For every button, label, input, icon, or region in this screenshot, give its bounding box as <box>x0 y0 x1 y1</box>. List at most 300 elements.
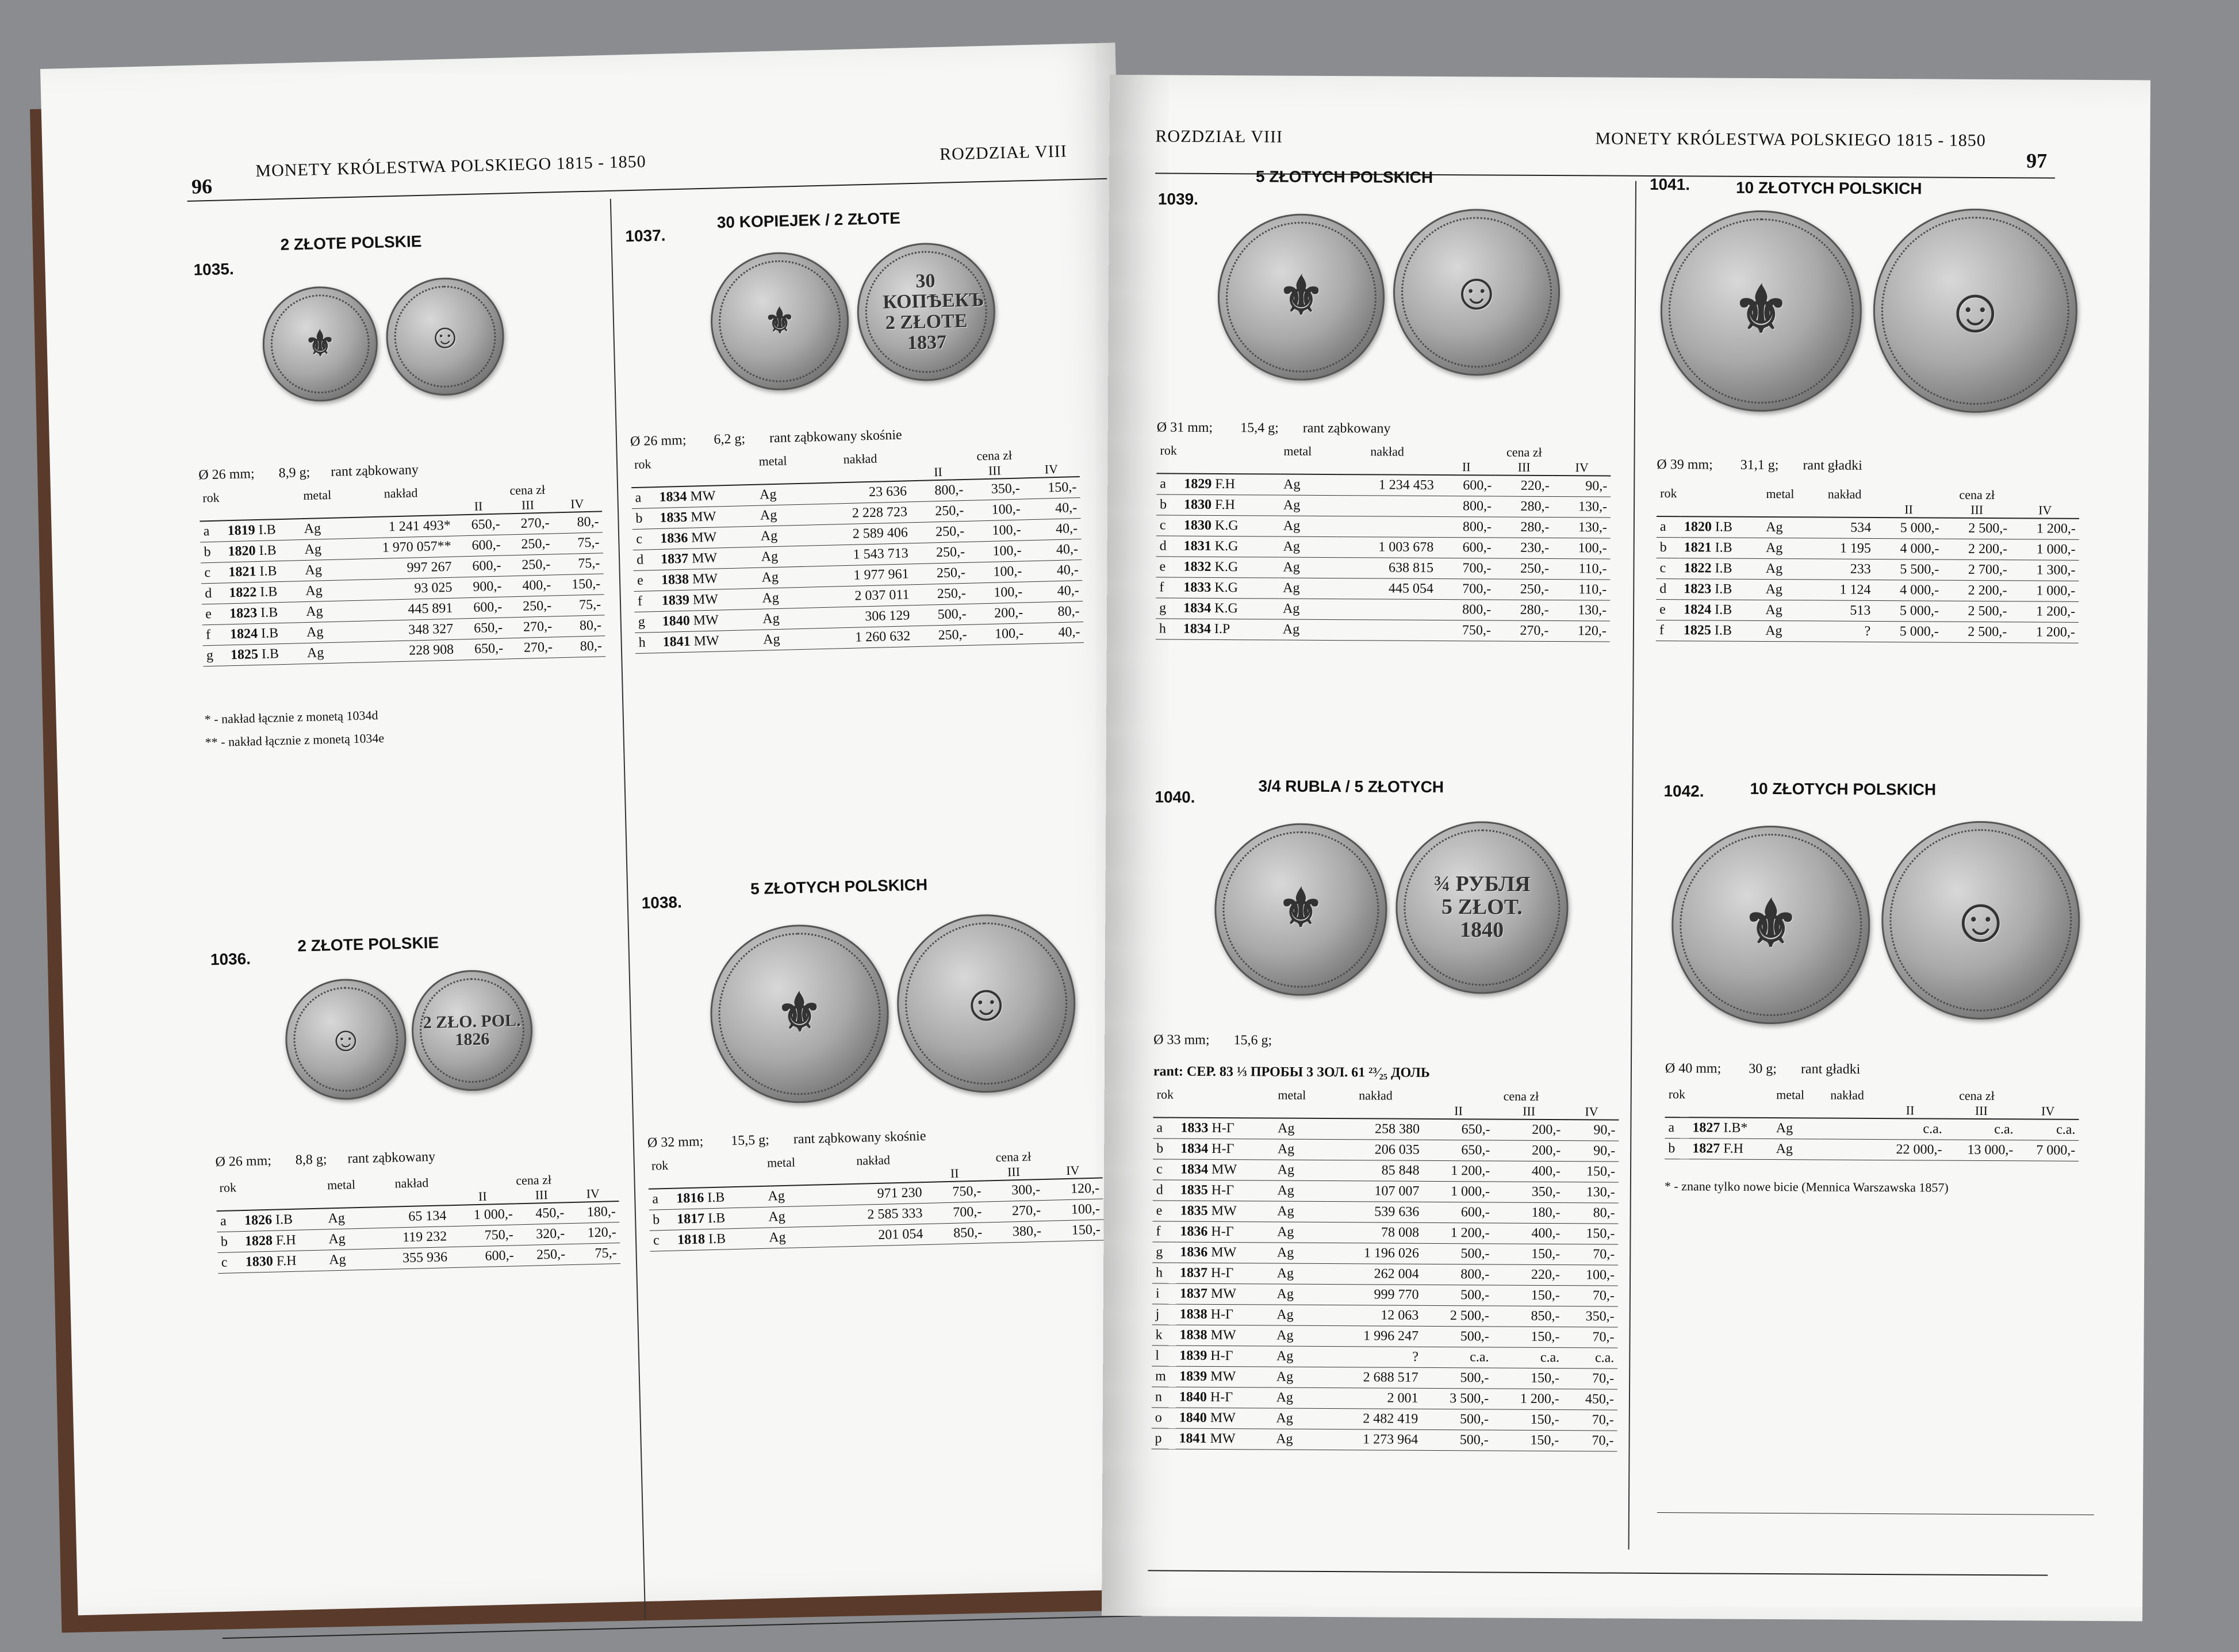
col-metal: metal <box>1776 1087 1805 1102</box>
year-mint: 1821 I.B <box>1681 538 1762 559</box>
variant-letter: a <box>1665 1117 1689 1139</box>
year-mint: 1833 Н-Г <box>1177 1118 1274 1139</box>
price-grade-4: 110,- <box>1552 559 1611 580</box>
year-mint: 1829 F.H <box>1180 474 1280 495</box>
table-row <box>1656 620 2079 643</box>
table-row <box>1156 495 1611 518</box>
price-grade-4: 1 200,- <box>2011 518 2079 539</box>
col-rok: rok <box>1160 443 1177 458</box>
metal: Ag <box>1773 1118 1820 1139</box>
price-grade-3: c.a. <box>1946 1119 2017 1140</box>
mintage: ? <box>1814 621 1874 642</box>
year-mint: 1831 K.G <box>1180 536 1280 557</box>
year-mint: 1838 Н-Г <box>1176 1304 1274 1325</box>
year-mint: 1839 Н-Г <box>1176 1346 1273 1367</box>
price-grade-3: 270,- <box>506 616 556 638</box>
mintage: 201 054 <box>823 1224 927 1247</box>
metal: Ag <box>758 566 814 588</box>
footnote: * - nakład łącznie z monetą 1034d <box>204 707 378 727</box>
col-cena: cena zł <box>516 1172 552 1188</box>
mintage: 78 008 <box>1327 1222 1423 1244</box>
col-naklad: nakład <box>384 485 418 501</box>
price-grade-2: 800,- <box>910 480 967 502</box>
price-grade-4: 40,- <box>1027 622 1084 643</box>
coin-obverse: ⚜ <box>1214 823 1388 996</box>
price-grade-3: 270,- <box>1494 620 1552 642</box>
price-grade-2: 850,- <box>926 1222 986 1245</box>
table-row <box>1152 1242 1618 1265</box>
col-rok: rok <box>1156 1087 1174 1102</box>
col-cena: cena zł <box>509 482 546 498</box>
mintage-table <box>648 1147 1105 1251</box>
price-grade-2: 500,- <box>1422 1367 1493 1389</box>
price-grade-4: 450,- <box>1563 1389 1617 1410</box>
metal: Ag <box>1280 474 1337 496</box>
year-mint: 1834 MW <box>1177 1159 1274 1180</box>
variant-letter: a <box>1156 473 1180 495</box>
col-naklad: nakład <box>394 1175 429 1191</box>
price-grade-4: c.a. <box>2017 1119 2079 1140</box>
price-grade-4: 1 000,- <box>2011 581 2079 602</box>
mintage: 638 815 <box>1336 558 1437 579</box>
year-mint: 1830 F.H <box>241 1250 325 1273</box>
col-grade-4: IV <box>1585 1104 1598 1119</box>
price-grade-3: 100,- <box>968 520 1025 542</box>
price-grade-2: 600,- <box>455 555 505 577</box>
coin-reverse: ¾ РУБЛЯ 5 ZŁOT. 1840 <box>1395 821 1569 995</box>
coin-reverse: ☺ <box>385 276 505 397</box>
mintage: 228 908 <box>352 639 458 662</box>
price-grade-3: 280,- <box>1495 517 1553 538</box>
variant-letter: d <box>201 583 226 604</box>
mintage: 1 124 <box>1814 580 1874 601</box>
price-grade-4: 130,- <box>1552 497 1611 518</box>
mintage: 2 585 333 <box>823 1203 926 1226</box>
variant-letter: g <box>1156 598 1180 619</box>
metal: Ag <box>1273 1284 1327 1305</box>
metal: Ag <box>1274 1118 1328 1140</box>
variant-letter: f <box>1156 577 1180 598</box>
year-mint: 1835 MW <box>1177 1201 1274 1222</box>
price-grade-2: 600,- <box>1437 537 1495 558</box>
price-grade-2: 750,- <box>1436 620 1494 641</box>
price-grade-3: 100,- <box>967 499 1024 521</box>
mintage-table <box>1151 1087 1619 1451</box>
price-grade-3: 100,- <box>970 623 1027 645</box>
metal: Ag <box>1280 516 1337 537</box>
mintage-table <box>199 481 605 666</box>
price-grade-3: 2 500,- <box>1942 601 2011 622</box>
price-grade-4: 75,- <box>554 553 604 575</box>
mintage: 1 260 632 <box>815 626 914 649</box>
price-grade-2: 250,- <box>912 562 969 584</box>
coin-specs: Ø 26 mm; 8,8 g; rant ząbkowany <box>215 1149 436 1170</box>
metal: Ag <box>1274 1160 1328 1180</box>
variant-letter: o <box>1152 1408 1176 1428</box>
year-mint: 1841 MW <box>659 630 760 653</box>
mintage <box>1819 1139 1874 1160</box>
price-grade-2: 5 000,- <box>1874 600 1942 622</box>
variant-letter: n <box>1152 1387 1176 1408</box>
price-grade-4: 100,- <box>1552 538 1611 559</box>
variant-letter: d <box>1656 578 1680 599</box>
price-grade-2: 650,- <box>457 618 507 639</box>
mintage-table <box>1656 486 2079 643</box>
price-grade-2: 250,- <box>911 521 968 543</box>
price-grade-2: 3 500,- <box>1421 1388 1492 1409</box>
price-grade-4: 90,- <box>1564 1120 1619 1141</box>
price-grade-4: 70,- <box>1563 1369 1617 1389</box>
metal: Ag <box>1762 538 1814 558</box>
price-grade-2: 600,- <box>451 1245 517 1268</box>
price-grade-3: 350,- <box>967 478 1023 500</box>
col-grade-2: II <box>1906 1103 1915 1118</box>
price-grade-3: 250,- <box>504 554 554 576</box>
metal: Ag <box>1273 1387 1327 1408</box>
price-grade-4: 70,- <box>1563 1410 1617 1431</box>
metal: Ag <box>1762 600 1814 620</box>
col-naklad: nakład <box>1830 1087 1865 1102</box>
price-grade-3: 150,- <box>1492 1430 1563 1451</box>
metal: Ag <box>324 1207 375 1229</box>
mintage: 258 380 <box>1328 1118 1423 1140</box>
entry-number: 1042. <box>1663 782 1704 800</box>
year-mint: 1821 I.B <box>225 561 302 583</box>
variant-letter: m <box>1152 1366 1176 1387</box>
price-grade-2: 600,- <box>1423 1202 1493 1223</box>
price-grade-3: 220,- <box>1493 1264 1563 1286</box>
metal: Ag <box>1272 1408 1326 1429</box>
price-grade-2: 5 000,- <box>1874 621 1942 642</box>
price-grade-4: 1 300,- <box>2011 560 2079 581</box>
price-grade-2: 500,- <box>1423 1243 1493 1264</box>
year-mint: 1818 I.B <box>674 1228 766 1251</box>
coin-specs: Ø 31 mm; 15,4 g; rant ząbkowany <box>1156 420 1391 436</box>
mintage: 107 007 <box>1328 1181 1423 1202</box>
price-grade-3: 450,- <box>516 1202 568 1225</box>
year-mint: 1836 Н-Г <box>1176 1221 1274 1243</box>
entry-title: 5 ZŁOTYCH POLSKICH <box>1255 167 1433 186</box>
year-mint: 1837 MW <box>1176 1283 1274 1305</box>
variant-letter: e <box>202 604 227 625</box>
metal: Ag <box>1280 495 1337 516</box>
price-grade-3: 150,- <box>1493 1244 1563 1265</box>
variant-letter: g <box>1152 1242 1176 1263</box>
col-cena: cena zł <box>976 447 1013 463</box>
col-grade-2: II <box>1454 1103 1463 1118</box>
year-mint: 1840 MW <box>658 609 759 632</box>
price-grade-4: 1 200,- <box>2010 622 2079 643</box>
price-grade-2: 500,- <box>1422 1285 1493 1306</box>
variant-letter: h <box>635 632 660 653</box>
year-mint: 1835 Н-Г <box>1177 1180 1274 1201</box>
price-grade-4: 75,- <box>555 595 605 616</box>
price-grade-3: 100,- <box>968 541 1025 562</box>
year-mint: 1840 MW <box>1176 1408 1273 1429</box>
price-grade-2: c.a. <box>1874 1118 1946 1140</box>
col-grade-3: III <box>1517 459 1531 474</box>
metal: Ag <box>302 580 351 602</box>
table-row <box>1152 1304 1618 1327</box>
price-grade-2: 700,- <box>926 1202 986 1224</box>
price-grade-4: 40,- <box>1025 559 1082 581</box>
col-cena: cena zł <box>1959 487 1995 503</box>
price-grade-3: 850,- <box>1493 1306 1563 1327</box>
mintage: 2 482 419 <box>1326 1409 1422 1430</box>
price-grade-3: 1 200,- <box>1492 1389 1563 1410</box>
entry-title: 2 ZŁOTE POLSKIE <box>280 232 422 254</box>
metal: Ag <box>325 1249 377 1271</box>
metal: Ag <box>757 525 812 547</box>
mintage: 1 241 493* <box>349 515 455 539</box>
metal: Ag <box>1279 578 1336 599</box>
table-row <box>1152 1263 1618 1286</box>
year-mint: 1833 K.G <box>1180 577 1279 599</box>
col-grade-3: III <box>521 497 535 512</box>
coin-reverse: 30 КОПѢЕКЪ 2 ZŁOTE 1837 <box>856 242 997 383</box>
price-grade-4: 110,- <box>1552 580 1611 601</box>
chapter-title: ROZDZIAŁ VIII <box>1155 127 1283 147</box>
year-mint: 1824 I.B <box>1680 600 1762 621</box>
price-grade-4: 7 000,- <box>2016 1140 2079 1162</box>
table-row <box>1156 473 1611 497</box>
price-grade-3: 250,- <box>504 534 554 555</box>
price-grade-3: 270,- <box>507 637 557 659</box>
col-metal: metal <box>1283 443 1312 458</box>
coin-reverse: ☺ <box>1873 208 2078 413</box>
year-mint: 1817 I.B <box>673 1207 765 1230</box>
table-row <box>1152 1346 1617 1369</box>
variant-letter: b <box>1665 1139 1689 1159</box>
table-row <box>1156 577 1610 600</box>
coin-reverse: ☺ <box>1881 821 2080 1020</box>
mintage-table <box>631 446 1084 654</box>
edge-inscription: rant: СЕР. 83 ⅓ ПРОБЫ 3 ЗОЛ. 61 ²³⁄₂₅ ДОЛЬ <box>1153 1064 1430 1080</box>
variant-letter: f <box>634 591 659 612</box>
year-mint: 1828 F.H <box>241 1229 325 1252</box>
year-mint: 1838 MW <box>658 568 758 591</box>
table-row <box>1153 1117 1619 1141</box>
metal: Ag <box>304 642 352 664</box>
right-page <box>1102 75 2150 1621</box>
year-mint: 1839 MW <box>1176 1366 1273 1387</box>
col-grade-3: III <box>1523 1103 1536 1118</box>
metal: Ag <box>757 546 813 568</box>
coin-obverse: ⚜ <box>261 285 379 403</box>
metal: Ag <box>1279 619 1336 641</box>
variant-letter: c <box>650 1230 674 1251</box>
price-grade-4: 130,- <box>1552 518 1611 539</box>
mintage: ? <box>1326 1347 1422 1368</box>
mintage: 445 054 <box>1336 578 1437 600</box>
table-row <box>1156 619 1610 642</box>
price-grade-4: 80,- <box>1026 601 1083 623</box>
price-grade-4: 130,- <box>1552 600 1611 622</box>
year-mint: 1820 I.B <box>224 540 301 562</box>
coin-specs: Ø 39 mm; 31,1 g; rant gładki <box>1657 457 1862 473</box>
mintage: 1 273 964 <box>1326 1429 1421 1451</box>
year-mint: 1837 MW <box>657 547 758 570</box>
col-metal: metal <box>1278 1087 1306 1102</box>
price-grade-2: 650,- <box>454 514 504 536</box>
metal: Ag <box>1274 1201 1328 1222</box>
price-grade-3: 200,- <box>1494 1120 1565 1141</box>
variant-letter: b <box>217 1232 242 1253</box>
price-grade-2: 5 000,- <box>1874 518 1943 539</box>
mintage: 2 688 517 <box>1326 1367 1422 1389</box>
variant-letter: c <box>201 562 225 584</box>
price-grade-4: 70,- <box>1563 1286 1618 1306</box>
variant-letter: e <box>1153 1201 1177 1221</box>
mintage: 306 129 <box>815 605 914 628</box>
mintage: 1 196 026 <box>1327 1243 1423 1264</box>
col-grade-4: IV <box>2041 1103 2055 1118</box>
variant-letter: e <box>634 570 658 592</box>
variant-letter: k <box>1152 1325 1176 1346</box>
price-grade-3: 150,- <box>1492 1368 1563 1389</box>
price-grade-4: 40,- <box>1024 519 1081 541</box>
col-grade-2: II <box>1904 502 1913 517</box>
metal: Ag <box>301 559 350 581</box>
price-grade-2: 750,- <box>450 1225 517 1247</box>
table-row <box>1665 1117 2079 1140</box>
metal: Ag <box>1762 517 1814 538</box>
metal: Ag <box>1762 558 1814 579</box>
col-grade-2: II <box>1462 459 1471 474</box>
price-grade-3: 2 200,- <box>1942 539 2011 560</box>
col-naklad: nakład <box>1370 444 1405 459</box>
col-metal: metal <box>766 1155 796 1170</box>
mintage <box>1336 516 1437 538</box>
mintage: 513 <box>1814 600 1874 622</box>
table-row <box>1153 1180 1619 1203</box>
price-grade-4: 1 200,- <box>2010 601 2079 623</box>
price-grade-4: c.a. <box>1563 1348 1617 1369</box>
price-grade-2: 600,- <box>454 535 504 557</box>
year-mint: 1834 Н-Г <box>1177 1139 1274 1160</box>
price-grade-4: 150,- <box>1023 477 1080 499</box>
variant-letter: b <box>200 542 225 563</box>
table-row <box>1152 1221 1618 1244</box>
col-naklad: nakład <box>1359 1088 1393 1103</box>
mintage: 1 195 <box>1814 538 1874 559</box>
metal: Ag <box>301 539 350 561</box>
price-grade-3: 380,- <box>986 1221 1045 1243</box>
year-mint: 1834 K.G <box>1180 598 1279 619</box>
metal: Ag <box>1762 579 1814 600</box>
entry-number: 1035. <box>193 259 235 279</box>
coin-obverse: ⚜ <box>708 922 891 1105</box>
running-title: MONETY KRÓLESTWA POLSKIEGO 1815 - 1850 <box>255 152 647 181</box>
col-grade-4: IV <box>1575 460 1589 475</box>
metal: Ag <box>303 622 352 643</box>
variant-letter: a <box>200 520 224 542</box>
mintage: 23 636 <box>811 481 910 504</box>
year-mint: 1835 MW <box>656 505 757 528</box>
price-grade-3: 150,- <box>1492 1409 1563 1431</box>
coin-specs: Ø 33 mm; 15,6 g; <box>1153 1032 1272 1048</box>
col-grade-4: IV <box>586 1186 600 1201</box>
price-grade-4: 150,- <box>554 574 604 596</box>
price-grade-2: 22 000,- <box>1874 1139 1946 1160</box>
entry-title: 5 ZŁOTYCH POLSKICH <box>750 875 928 898</box>
entry-title: 10 ZŁOTYCH POLSKICH <box>1750 779 1937 799</box>
price-grade-3: 320,- <box>516 1224 568 1245</box>
price-grade-4: 90,- <box>1553 476 1611 497</box>
price-grade-4: 120,- <box>1044 1178 1103 1200</box>
price-grade-3: 230,- <box>1495 538 1553 559</box>
col-grade-2: II <box>474 499 483 513</box>
price-grade-2: 500,- <box>1421 1409 1492 1430</box>
header-rule <box>187 178 1107 202</box>
year-mint: 1836 MW <box>1176 1242 1274 1263</box>
variant-letter: a <box>649 1189 673 1210</box>
metal: Ag <box>300 518 349 540</box>
year-mint: 1825 I.B <box>227 643 304 666</box>
price-grade-4: 120,- <box>568 1222 620 1244</box>
variant-letter: b <box>1657 537 1681 558</box>
entry-number: 1041. <box>1649 175 1690 194</box>
year-mint: 1824 I.B <box>227 623 304 645</box>
table-row <box>1153 1159 1619 1182</box>
price-grade-2: 250,- <box>913 583 969 605</box>
page-number: 97 <box>2026 149 2048 173</box>
col-naklad: nakład <box>856 1152 891 1168</box>
col-naklad: nakład <box>1827 486 1862 501</box>
mintage: 1 977 961 <box>814 564 913 587</box>
price-grade-2: 800,- <box>1437 496 1496 517</box>
metal: Ag <box>1279 599 1336 620</box>
price-grade-2: c.a. <box>1422 1347 1493 1368</box>
metal: Ag <box>1274 1222 1328 1243</box>
price-grade-2: 4 000,- <box>1874 538 1943 559</box>
year-mint: 1820 I.B <box>1681 516 1762 538</box>
price-grade-3: 220,- <box>1495 476 1553 497</box>
metal: Ag <box>764 1185 823 1207</box>
col-rok: rok <box>651 1157 669 1173</box>
year-mint: 1825 I.B <box>1680 620 1762 642</box>
col-grade-3: III <box>1975 1103 1988 1118</box>
mintage-table <box>1665 1087 2079 1162</box>
metal: Ag <box>765 1206 823 1228</box>
mintage: 348 327 <box>351 619 457 642</box>
col-grade-4: IV <box>570 496 584 511</box>
year-mint: 1822 I.B <box>1680 558 1762 580</box>
price-grade-3: 280,- <box>1494 600 1552 621</box>
coin-reverse: 2 ZŁO. POL. 1826 <box>411 969 534 1093</box>
variant-letter: c <box>1656 558 1680 578</box>
table-row <box>1156 598 1610 621</box>
price-grade-3: 400,- <box>1493 1223 1564 1244</box>
mintage: 539 636 <box>1328 1202 1423 1223</box>
variant-letter: c <box>217 1252 242 1274</box>
metal: Ag <box>1773 1139 1820 1160</box>
column-divider <box>610 199 646 1619</box>
mintage: 2 589 406 <box>812 523 911 546</box>
entry-number: 1037. <box>625 226 666 246</box>
variant-letter: a <box>1153 1117 1177 1139</box>
price-grade-2: 800,- <box>1437 599 1495 620</box>
col-grade-4: IV <box>1044 461 1059 477</box>
variant-letter: b <box>632 508 657 530</box>
mintage: 2 228 723 <box>812 502 911 525</box>
col-grade-4: IV <box>2038 503 2052 518</box>
year-mint: 1834 I.P <box>1180 619 1279 640</box>
mintage: 119 232 <box>375 1226 451 1249</box>
price-grade-4: 100,- <box>1044 1199 1104 1221</box>
price-grade-2: 600,- <box>456 597 506 619</box>
mintage: 1 543 713 <box>813 543 912 566</box>
